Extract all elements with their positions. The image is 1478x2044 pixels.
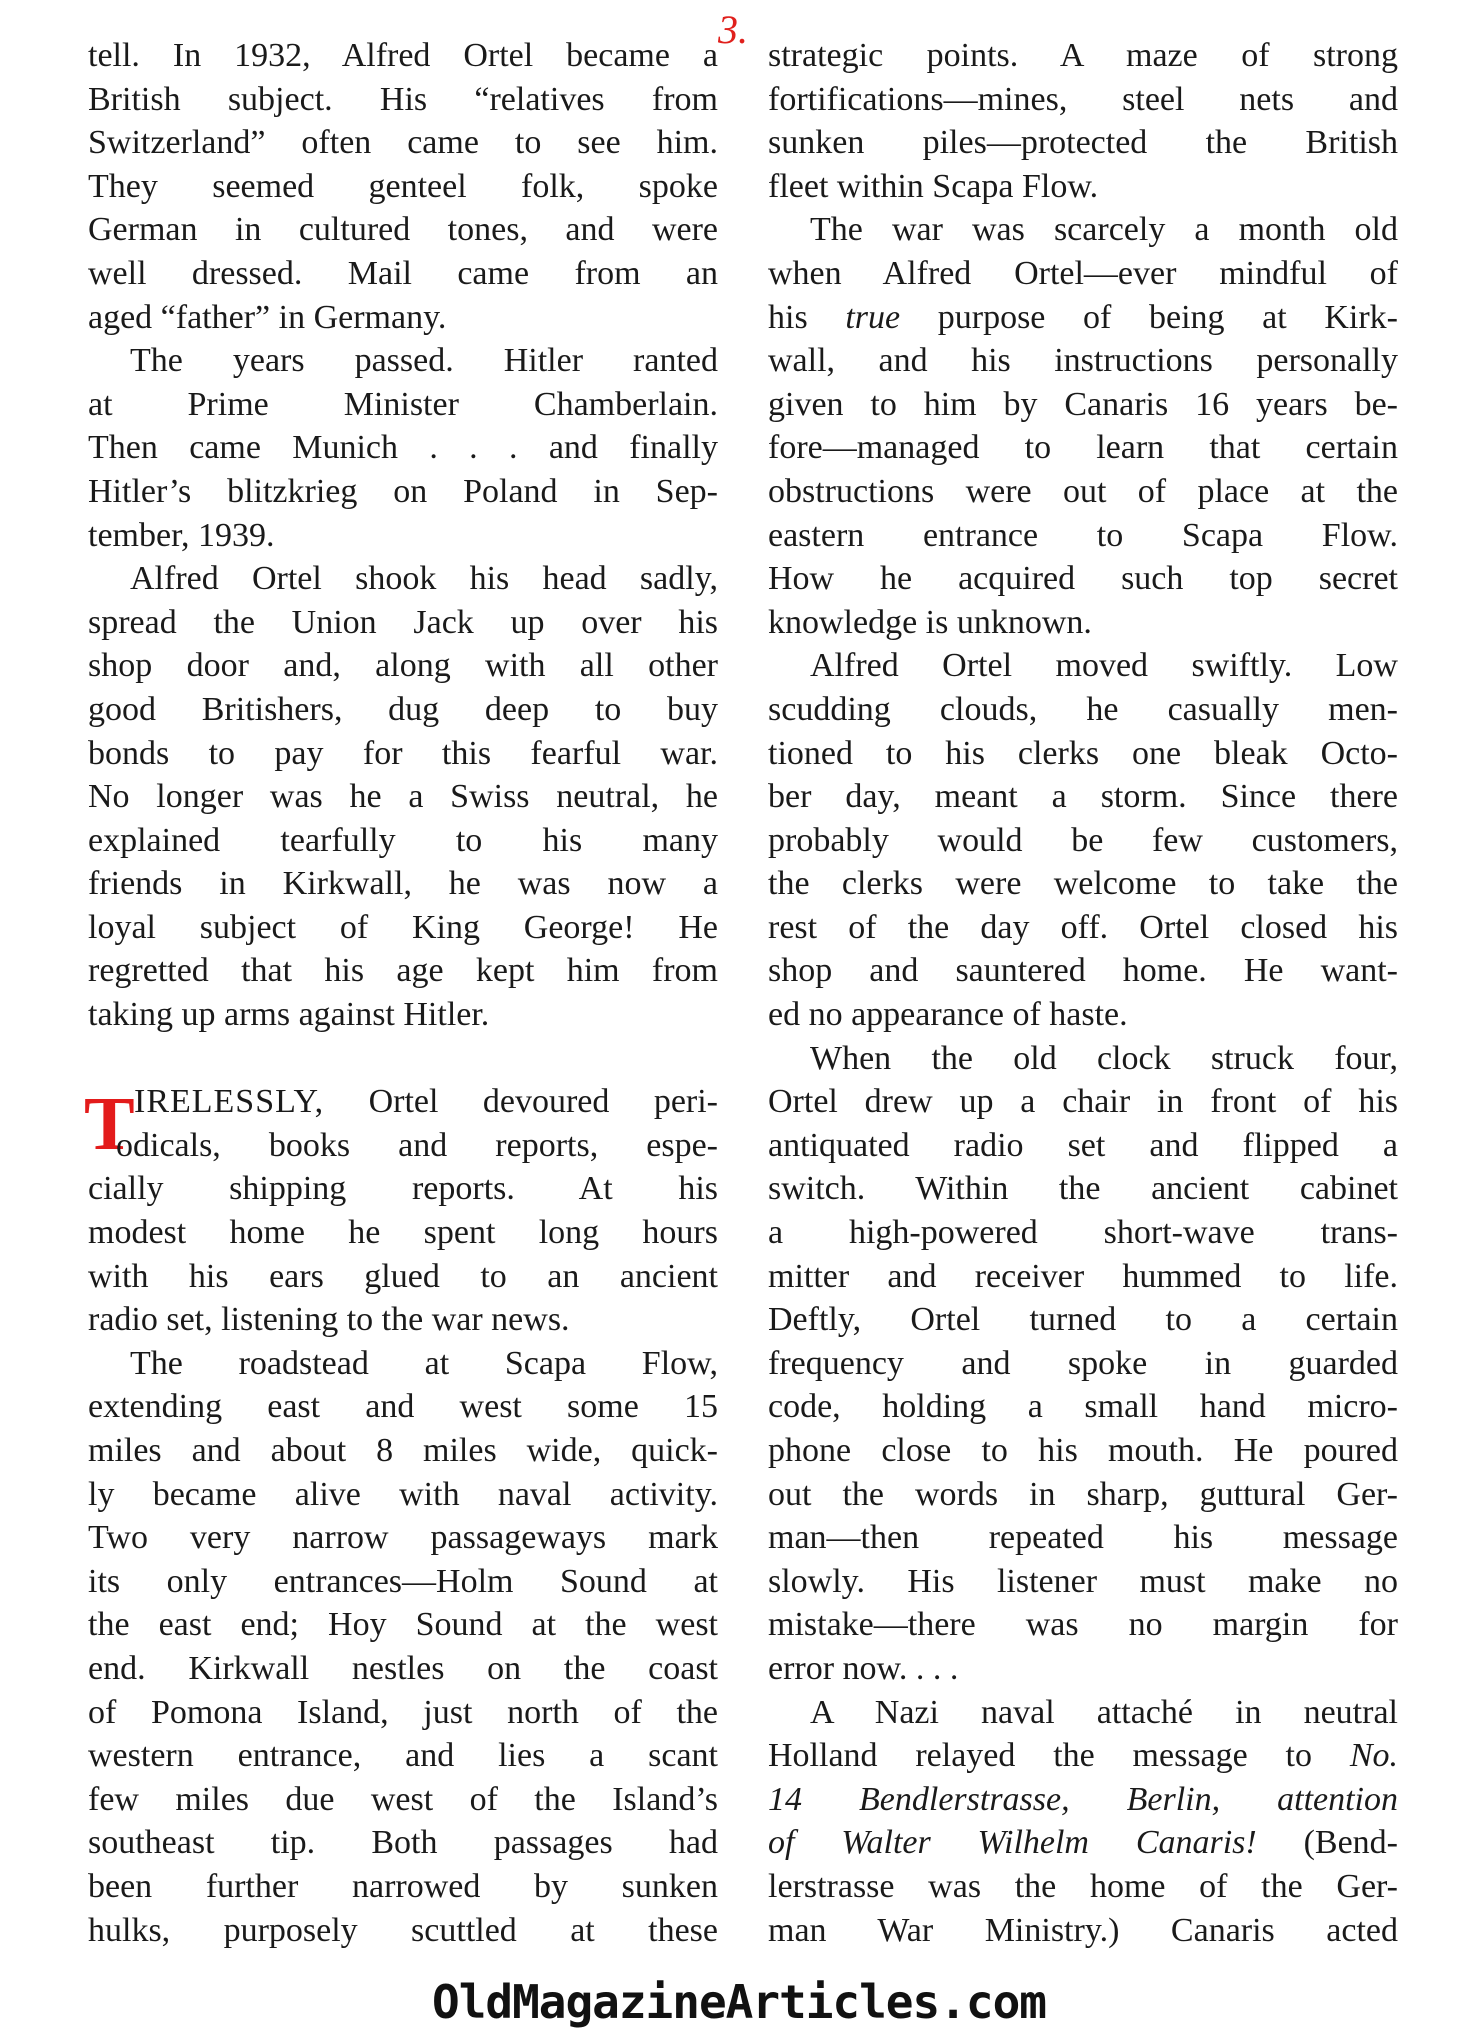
text-line: Alfred Ortel shook his head sadly, <box>130 560 718 598</box>
text-line: with his ears glued to an ancient <box>88 1257 718 1295</box>
text-line: obstructions were out of place at the <box>768 472 1398 510</box>
article-column-right <box>768 34 1398 1952</box>
text-line: Then came Munich . . . and finally <box>88 429 718 467</box>
paragraph-gap <box>88 1037 718 1081</box>
text-line: tember, 1939. <box>88 516 275 554</box>
text-line: end. Kirkwall nestles on the coast <box>88 1649 718 1687</box>
text-line: the east end; Hoy Sound at the west <box>88 1606 718 1644</box>
text-line: code, holding a small hand micro- <box>768 1388 1398 1426</box>
text-line: German in cultured tones, and were <box>88 211 718 249</box>
text-line: odicals, books and reports, espe- <box>116 1126 718 1164</box>
text-line: given to him by Canaris 16 years be- <box>768 385 1398 423</box>
text-line: The years passed. Hitler ranted <box>130 342 718 380</box>
text-line: few miles due west of the Island’s <box>88 1780 718 1818</box>
italic-text: 14 Bendlerstrasse, Berlin, attention <box>768 1780 1398 1818</box>
text-line: How he acquired such top secret <box>768 560 1398 598</box>
page-number: 3. <box>718 7 748 52</box>
text-line: fleet within Scapa Flow. <box>768 167 1099 205</box>
text-line: aged “father” in Germany. <box>88 298 447 336</box>
text-line: lerstrasse was the home of the Ger- <box>768 1867 1398 1905</box>
text-line <box>768 1734 1398 1778</box>
text-line: probably would be few customers, <box>768 821 1398 859</box>
text-segment: his <box>768 298 846 336</box>
text-line: at Prime Minister Chamberlain. <box>88 385 718 423</box>
text-line: slowly. His listener must make no <box>768 1562 1398 1600</box>
text-line: good Britishers, dug deep to buy <box>88 690 718 728</box>
italic-text: of Walter Wilhelm Canaris! <box>768 1824 1257 1862</box>
text-line: tell. In 1932, Alfred Ortel became a <box>88 37 718 74</box>
text-line: shop door and, along with all other <box>88 647 718 685</box>
text-line: scudding clouds, he casually men- <box>768 690 1398 728</box>
text-line: its only entrances—Holm Sound at <box>88 1562 718 1600</box>
text-line: shop and sauntered home. He want- <box>768 952 1398 990</box>
text-line: switch. Within the ancient cabinet <box>768 1170 1398 1208</box>
text-line: ber day, meant a storm. Since there <box>768 778 1398 816</box>
text-line: cially shipping reports. At his <box>88 1170 718 1208</box>
text-line: The roadstead at Scapa Flow, <box>130 1344 718 1382</box>
text-line: hulks, purposely scuttled at these <box>88 1911 718 1949</box>
text-line: T IRELESSLY, Ortel devoured peri- <box>84 1082 718 1167</box>
text-line: man—then repeated his message <box>768 1519 1398 1557</box>
text-line: man War Ministry.) Canaris acted <box>768 1911 1398 1949</box>
text-line: Alfred Ortel moved swiftly. Low <box>810 647 1398 685</box>
text-line: radio set, listening to the war news. <box>88 1301 570 1339</box>
text-line: knowledge is unknown. <box>768 603 1092 641</box>
text-line: regretted that his age kept him from <box>88 952 718 990</box>
text-line: sunken piles—protected the British <box>768 124 1398 162</box>
text-line: Two very narrow passageways mark <box>88 1519 718 1557</box>
text-line: when Alfred Ortel—ever mindful of <box>768 254 1398 292</box>
text-segment: Holland relayed the message to <box>768 1737 1350 1775</box>
text-line: Deftly, Ortel turned to a certain <box>768 1301 1398 1339</box>
text-line: Switzerland” often came to see him. <box>88 124 718 162</box>
text-line: error now. . . . <box>768 1649 959 1687</box>
text-line: ed no appearance of haste. <box>768 996 1128 1034</box>
text-line: mistake—there was no margin for <box>768 1606 1398 1644</box>
drop-cap: T <box>84 1082 135 1167</box>
article-column-left <box>84 34 718 1952</box>
text-line: The war was scarcely a month old <box>810 211 1398 249</box>
text-line: miles and about 8 miles wide, quick- <box>88 1432 718 1469</box>
text-line <box>768 1778 1398 1822</box>
text-line: rest of the day off. Ortel closed his <box>768 908 1398 946</box>
text-line: ly became alive with naval activity. <box>88 1475 718 1513</box>
text-line: loyal subject of King George! He <box>88 908 718 946</box>
site-watermark: OldMagazineArticles.com <box>432 1975 1046 2029</box>
text-line: British subject. His “relatives from <box>88 80 718 118</box>
text-line: southeast tip. Both passages had <box>88 1824 718 1862</box>
text-line: mitter and receiver hummed to life. <box>768 1257 1398 1295</box>
text-line: well dressed. Mail came from an <box>88 254 718 292</box>
text-line: been further narrowed by sunken <box>88 1867 718 1905</box>
text-line: fore—managed to learn that certain <box>768 429 1398 467</box>
text-line: a high-powered short-wave trans- <box>768 1214 1398 1252</box>
small-caps-lead: IRELESSLY, <box>134 1083 325 1121</box>
text-line <box>768 296 1398 340</box>
text-line: spread the Union Jack up over his <box>88 603 718 641</box>
text-line: When the old clock struck four, <box>810 1039 1398 1077</box>
text-segment: (Bend- <box>1256 1824 1398 1862</box>
text-line: bonds to pay for this fearful war. <box>88 734 718 772</box>
text-line: western entrance, and lies a scant <box>88 1737 718 1775</box>
text-line: extending east and west some 15 <box>88 1388 718 1426</box>
text-line: They seemed genteel folk, spoke <box>88 167 718 205</box>
italic-text: true <box>845 298 901 336</box>
text-line: No longer was he a Swiss neutral, he <box>88 778 718 816</box>
text-line: modest home he spent long hours <box>88 1214 718 1252</box>
text-line: friends in Kirkwall, he was now a <box>88 865 718 903</box>
text-line: out the words in sharp, guttural Ger- <box>768 1475 1398 1513</box>
text-line: antiquated radio set and flipped a <box>768 1126 1398 1164</box>
text-line: the clerks were welcome to take the <box>768 865 1398 903</box>
text-line: tioned to his clerks one bleak Octo- <box>768 734 1398 772</box>
text-line: frequency and spoke in guarded <box>768 1344 1398 1382</box>
text-line: taking up arms against Hitler. <box>88 996 490 1034</box>
text-line: wall, and his instructions personally <box>768 342 1398 380</box>
text-line <box>768 1821 1398 1865</box>
text-line: A Nazi naval attaché in neutral <box>810 1693 1398 1731</box>
text-line: phone close to his mouth. He poured <box>768 1432 1398 1469</box>
text-line: of Pomona Island, just north of the <box>88 1693 718 1731</box>
italic-text: No. <box>1349 1737 1398 1775</box>
text-segment: purpose of being at Kirk- <box>900 298 1398 336</box>
text-line: strategic points. A maze of strong <box>768 37 1398 74</box>
text-line: eastern entrance to Scapa Flow. <box>768 516 1398 554</box>
text-line: explained tearfully to his many <box>88 821 718 859</box>
text-line: Ortel drew up a chair in front of his <box>768 1083 1398 1121</box>
text-line: fortifications—mines, steel nets and <box>768 80 1398 118</box>
text-line: Hitler’s blitzkrieg on Poland in Sep- <box>88 472 718 510</box>
